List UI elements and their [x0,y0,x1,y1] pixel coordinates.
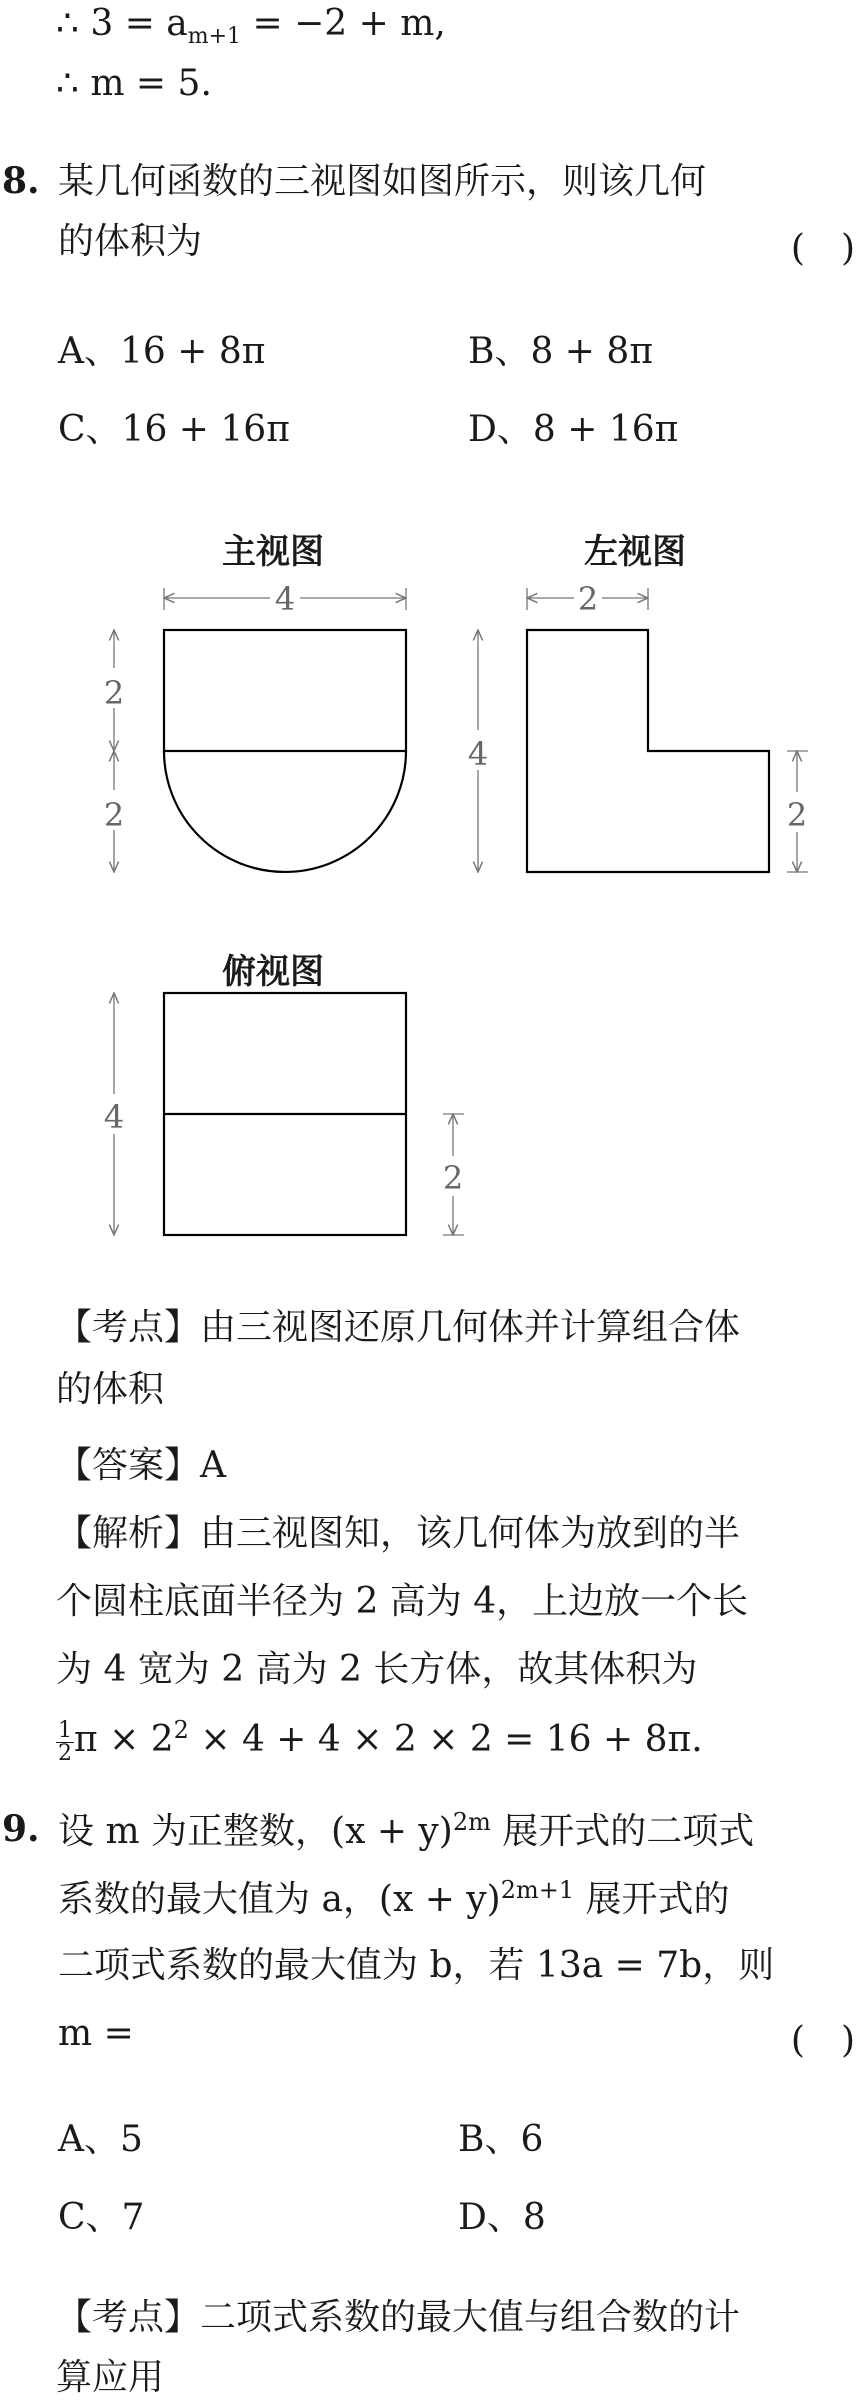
left-step-label: 2 [786,796,808,834]
option-a: A、5 [58,2119,143,2160]
three-view-diagram [0,560,859,1260]
question-number: 8. [2,160,40,202]
option-d: D、8 + 16π [468,409,679,450]
kaodian-line-1: 【考点】二项式系数的最大值与组合数的计 [56,2297,741,2338]
question-stem-line-2: 系数的最大值为 a，$(x + y)^{2m+1}$ 展开式的 [58,1876,730,1920]
jiexi-line-3: 为 4 宽为 2 高为 2 长方体，故其体积为 [56,1649,698,1690]
answer-paren: ( ) [790,2020,855,2061]
front-width-label: 4 [274,580,296,618]
front-view-rect [164,630,406,751]
option-c: C、16 + 16π [58,409,290,450]
question-stem-line-1: 某几何函数的三视图如图所示，则该几何 [58,161,707,202]
jiexi-line-2: 个圆柱底面半径为 2 高为 4，上边放一个长 [56,1581,749,1622]
question-number: 9. [2,1808,40,1850]
left-view [466,580,811,872]
option-b: B、8 + 8π [468,331,653,372]
kaodian-line-2: 的体积 [56,1369,165,1410]
front-height-top-label: 2 [103,674,125,712]
prev-solution-line-1: ∴ $3 = a_{m+1} = -2 + m$, [56,3,446,50]
answer-line: 【答案】A [56,1445,227,1486]
kaodian-line-1: 【考点】由三视图还原几何体并计算组合体 [56,1307,741,1348]
prev-solution-line-2: ∴ m = 5. [56,63,212,104]
left-view-l-shape [527,630,769,872]
top-height-label: 4 [103,1098,125,1136]
option-c: C、7 [58,2197,145,2238]
option-d: D、8 [458,2197,546,2238]
front-height-bottom-label: 2 [103,796,125,834]
left-width-label: 2 [577,580,599,618]
kaodian-line-2: 算应用 [56,2357,165,2398]
front-view-title: 主视图 [222,532,324,572]
left-height-label: 4 [467,735,489,773]
question-stem-line-2: 的体积为 [58,221,203,262]
jiexi-line-1: 【解析】由三视图知，该几何体为放到的半 [56,1513,741,1554]
question-stem-line-3: 二项式系数的最大值为 b，若 13a = 7b，则 [58,1945,775,1986]
top-step-label: 2 [442,1159,464,1197]
top-view [102,993,467,1235]
left-view-title: 左视图 [584,532,686,572]
front-view [102,580,406,872]
answer-paren: ( ) [790,228,855,269]
half-fraction: $\frac{1}{2}$ [58,1717,72,1766]
question-stem-line-4: m = [58,2013,134,2054]
option-a: A、16 + 8π [58,331,266,372]
option-b: B、6 [458,2119,544,2160]
jiexi-formula: $\frac{1}{2}$ $\pi \times 2^2 \times 4 + 4 \times 2 \times 2 = 16 + 8\pi$. [58,1716,703,1766]
front-view-semicircle [164,751,406,872]
top-view-title: 俯视图 [222,952,324,992]
question-stem-line-1: 设 m 为正整数，$(x + y)^{2m}$ 展开式的二项式 [58,1808,755,1852]
